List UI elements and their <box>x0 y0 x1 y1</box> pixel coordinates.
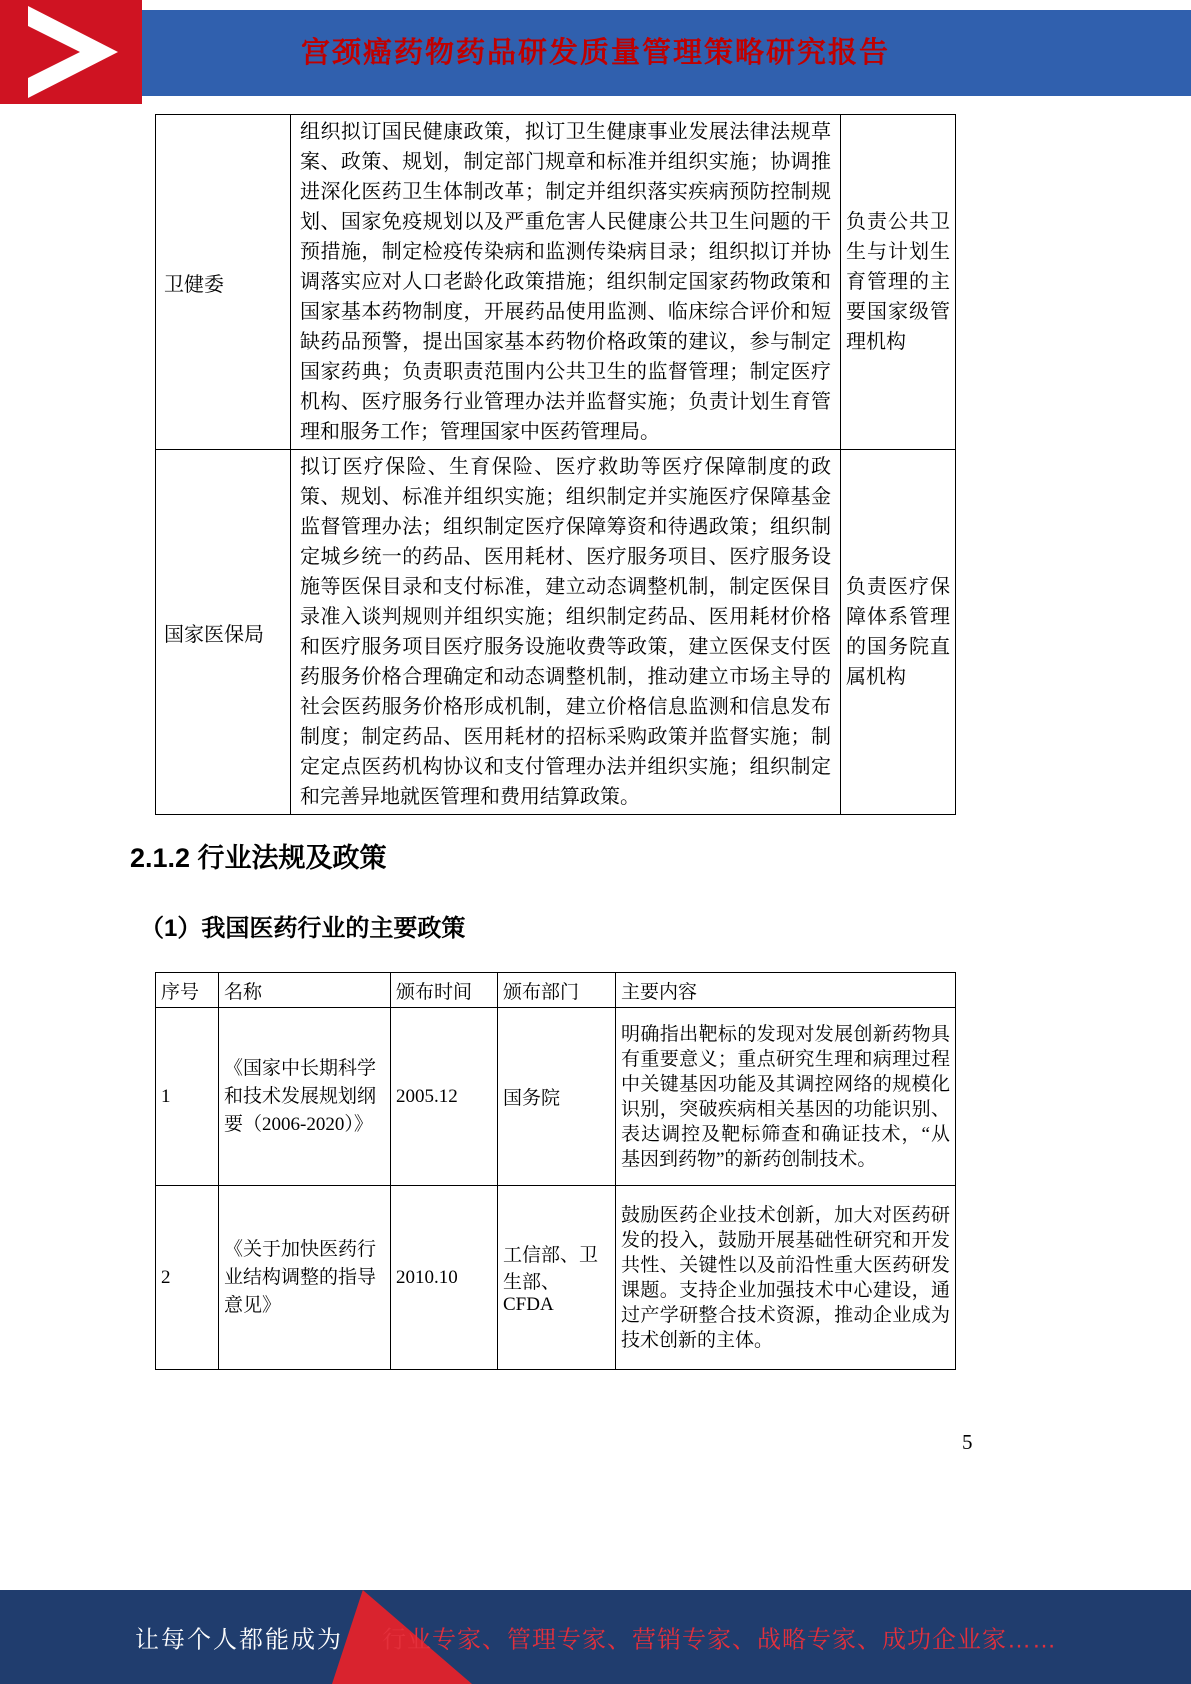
column-header-no: 序号 <box>156 973 219 1008</box>
org-duties-cell: 拟订医疗保险、生育保险、医疗救助等医疗保障制度的政策、规划、标准并组织实施；组织制定并实施医疗保障基金监督管理办法；组织制定医疗保障筹资和待遇政策；组织制定城乡统一的药品、医用耗材、医疗服务项目、医疗服务设施等医保目录和支付标准，建立动态调整机制，制定医保目录准入谈判规则并组织实施；组织制定药品、医用耗材价格和医疗服务项目医疗服务设施收费等政策，建立医保支付医药服务价格合理确定和动态调整机制，推动建立市场主导的社会医药服务价格形成机制，建立价格信息监测和信息发布制度；制定药品、医用耗材的招标采购政策并监督实施；制定定点医药机构协议和支付管理办法并组织实施；组织制定和完善异地就医管理和费用结算政策。 <box>291 450 841 815</box>
table-row <box>156 115 956 450</box>
column-header-content: 主要内容 <box>616 973 956 1008</box>
page-header-banner <box>0 10 1191 96</box>
regulators-table <box>155 114 956 815</box>
red-chevron-logo-icon <box>0 0 142 104</box>
section-heading: 2.1.2 行业法规及政策 <box>130 843 387 873</box>
page-footer <box>0 1590 1191 1684</box>
table-row <box>156 1186 956 1370</box>
footer-slogan-right: 行业专家、管理专家、营销专家、战略专家、成功企业家…… <box>382 1626 1057 1654</box>
column-header-name: 名称 <box>219 973 391 1008</box>
policy-date-cell: 2005.12 <box>391 1008 498 1186</box>
chevron-arrow-icon <box>0 0 142 104</box>
policy-date-cell: 2010.10 <box>391 1186 498 1370</box>
table-row <box>156 1008 956 1186</box>
policy-table <box>155 972 956 1370</box>
footer-slogan-left: 让每个人都能成为 <box>135 1626 343 1654</box>
org-duties-cell: 组织拟订国民健康政策，拟订卫生健康事业发展法律法规草案、政策、规划，制定部门规章和标准并组织实施；协调推进深化医药卫生体制改革；制定并组织落实疾病预防控制规划、国家免疫规划以及严重危害人民健康公共卫生问题的干预措施，制定检疫传染病和监测传染病目录；组织拟订并协调落实应对人口老龄化政策措施；组织制定国家药物政策和国家基本药物制度，开展药品使用监测、临床综合评价和短缺药品预警，提出国家基本药物价格政策的建议，参与制定国家药典；负责职责范围内公共卫生的监督管理；制定医疗机构、医疗服务行业管理办法并监督实施；负责计划生育管理和服务工作；管理国家中医药管理局。 <box>291 115 841 450</box>
policy-content-cell: 鼓励医药企业技术创新，加大对医药研发的投入，鼓励开展基础性研究和开发共性、关键性以及前沿性重大医药研发课题。支持企业加强技术中心建设，通过产学研整合技术资源，推动企业成为技术创新的主体。 <box>616 1186 956 1370</box>
policy-content-cell: 明确指出靶标的发现对发展创新药物具有重要意义；重点研究生理和病理过程中关键基因功能及其调控网络的规模化识别，突破疾病相关基因的功能识别、表达调控及靶标筛查和确证技术，“从基因到药物”的新药创制技术。 <box>616 1008 956 1186</box>
org-name-cell: 国家医保局 <box>156 450 291 815</box>
subsection-heading: （1）我国医药行业的主要政策 <box>140 915 466 942</box>
policy-no-cell: 2 <box>156 1186 219 1370</box>
column-header-dept: 颁布部门 <box>498 973 616 1008</box>
policy-table-header-row <box>156 973 956 1008</box>
policy-dept-cell: 工信部、卫生部、CFDA <box>498 1186 616 1370</box>
org-role-cell: 负责医疗保障体系管理的国务院直属机构 <box>841 450 956 815</box>
policy-name-cell: 《关于加快医药行业结构调整的指导意见》 <box>219 1186 391 1370</box>
policy-no-cell: 1 <box>156 1008 219 1186</box>
report-title: 宫颈癌药物药品研发质量管理策略研究报告 <box>300 37 890 69</box>
org-role-cell: 负责公共卫生与计划生育管理的主要国家级管理机构 <box>841 115 956 450</box>
policy-dept-cell: 国务院 <box>498 1008 616 1186</box>
org-name-cell: 卫健委 <box>156 115 291 450</box>
policy-name-cell: 《国家中长期科学和技术发展规划纲要（2006-2020）》 <box>219 1008 391 1186</box>
table-row <box>156 450 956 815</box>
page-number: 5 <box>962 1430 973 1454</box>
column-header-date: 颁布时间 <box>391 973 498 1008</box>
